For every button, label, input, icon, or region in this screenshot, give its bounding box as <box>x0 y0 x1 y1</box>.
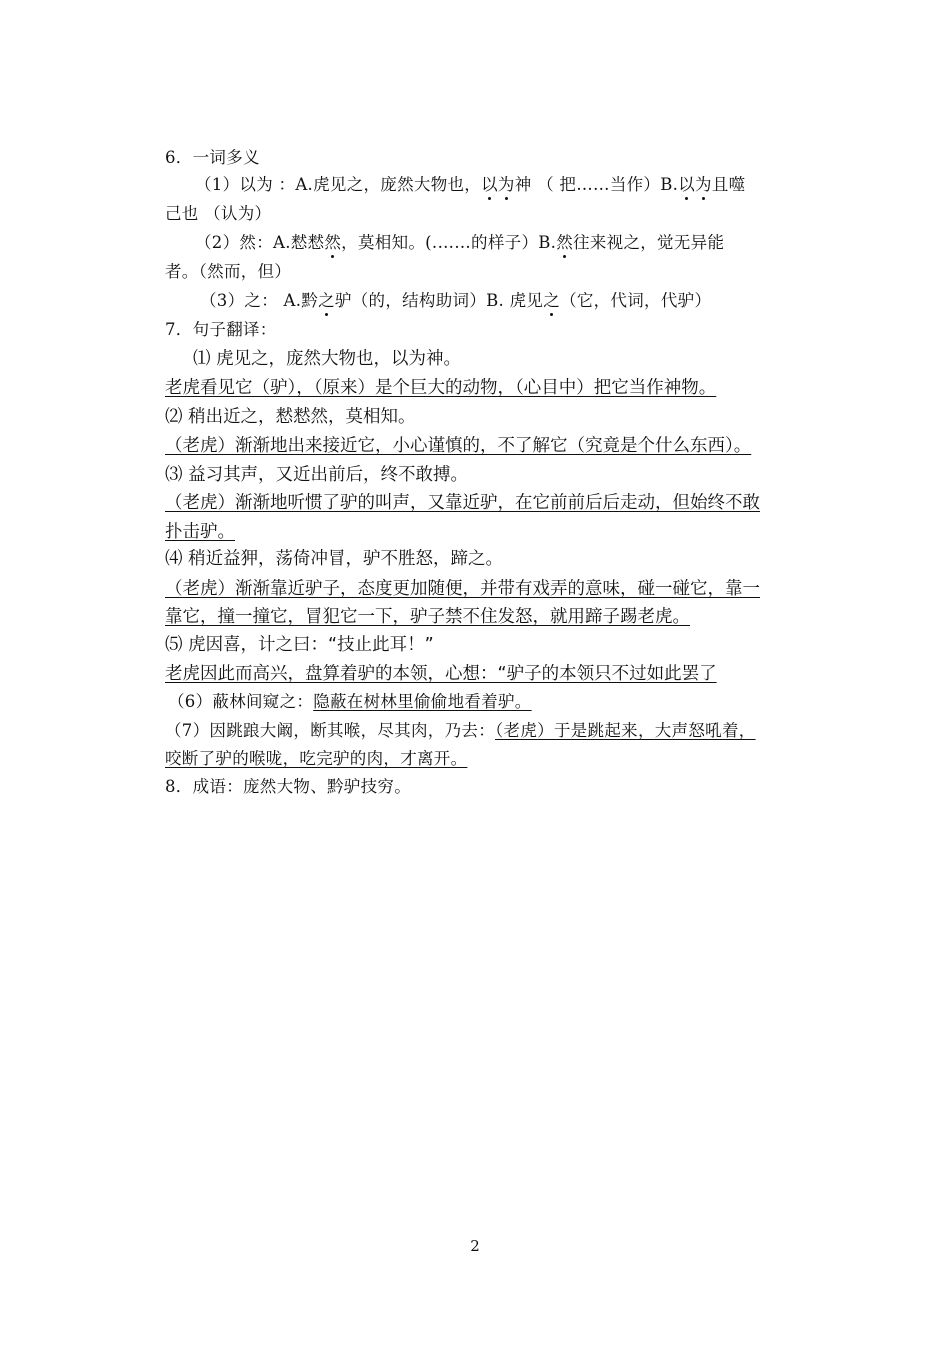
emphasis-char: 以 <box>481 175 498 194</box>
polysemy-item-2-line-1: （2）然：A.慭慭然，莫相知。(.……的样子）B.然往来视之，觉无异能 <box>195 233 725 252</box>
emphasis-char: 为 <box>497 175 515 194</box>
sentence-1-original: ⑴ 虎见之，庞然大物也，以为神。 <box>193 349 462 369</box>
polysemy-item-3: （3）之： A.黔之驴（的，结构助词）B. 虎见之（它，代词，代驴） <box>200 291 712 310</box>
emphasis-char: 然 <box>324 233 342 252</box>
emphasis-char: 之 <box>318 291 335 310</box>
polysemy-item-1-line-1: （1）以为 ：A.虎见之，庞然大物也，以为神 （ 把……当作）B.以为且噬 <box>195 175 746 194</box>
sentence-7-translation-part-1: （老虎）于是跳起来，大声怒吼着， <box>495 721 756 740</box>
sentence-3-original: ⑶ 益习其声，又近出前后，终不敢搏。 <box>165 465 469 485</box>
sentence-6-original: （6）蔽林间窥之： <box>168 692 314 711</box>
emphasis-char: 然 <box>556 233 574 252</box>
sentence-7-original: （7）因跳踉大阚，断其喉，尽其肉，乃去： <box>165 721 495 740</box>
sentence-4-original: ⑷ 稍近益狎，荡倚冲冒，驴不胜怒，蹄之。 <box>165 549 504 569</box>
polysemy-item-2-line-2: 者。（然而，但） <box>165 262 292 281</box>
polysemy-item-1-line-2: 己也 （认为） <box>165 204 272 223</box>
emphasis-char: 以 <box>678 175 696 194</box>
section-7-heading: 7．句子翻译： <box>165 320 277 339</box>
sentence-3-translation-line-1: （老虎）渐渐地听惯了驴的叫声，又靠近驴，在它前前后后走动，但始终不敢 <box>165 493 760 513</box>
sentence-5-original: ⑸ 虎因喜，计之曰：“技止此耳！” <box>165 635 434 655</box>
sentence-6-translation: 隐蔽在树林里偷偷地看着驴。 <box>313 692 532 711</box>
section-8-idioms: 8．成语：庞然大物、黔驴技穷。 <box>165 777 411 796</box>
sentence-5-translation: 老虎因此而高兴，盘算着驴的本领，心想：“驴子的本领只不过如此罢了 <box>165 664 717 684</box>
sentence-2-original: ⑵ 稍出近之，慭慭然，莫相知。 <box>165 407 416 427</box>
emphasis-char: 为 <box>695 175 712 194</box>
sentence-3-translation-line-2: 扑击驴。 <box>165 522 235 542</box>
sentence-4-translation-line-1: （老虎）渐渐靠近驴子，态度更加随便，并带有戏弄的意味，碰一碰它，靠一 <box>165 579 760 599</box>
sentence-2-translation: （老虎）渐渐地出来接近它，小心谨慎的，不了解它（究竟是个什么东西）。 <box>165 436 752 456</box>
sentence-6 <box>168 691 790 713</box>
section-6-heading: 6．一词多义 <box>165 148 260 167</box>
page-number: 2 <box>470 1237 480 1255</box>
sentence-1-translation: 老虎看见它（驴），（原来）是个巨大的动物，（心目中）把它当作神物。 <box>165 378 717 398</box>
sentence-7-translation-part-2: 咬断了驴的喉咙，吃完驴的肉，才离开。 <box>165 749 468 768</box>
sentence-7-line-1 <box>165 720 787 742</box>
emphasis-char: 之 <box>543 291 561 310</box>
sentence-4-translation-line-2: 靠它，撞一撞它，冒犯它一下，驴子禁不住发怒，就用蹄子踢老虎。 <box>165 607 690 627</box>
